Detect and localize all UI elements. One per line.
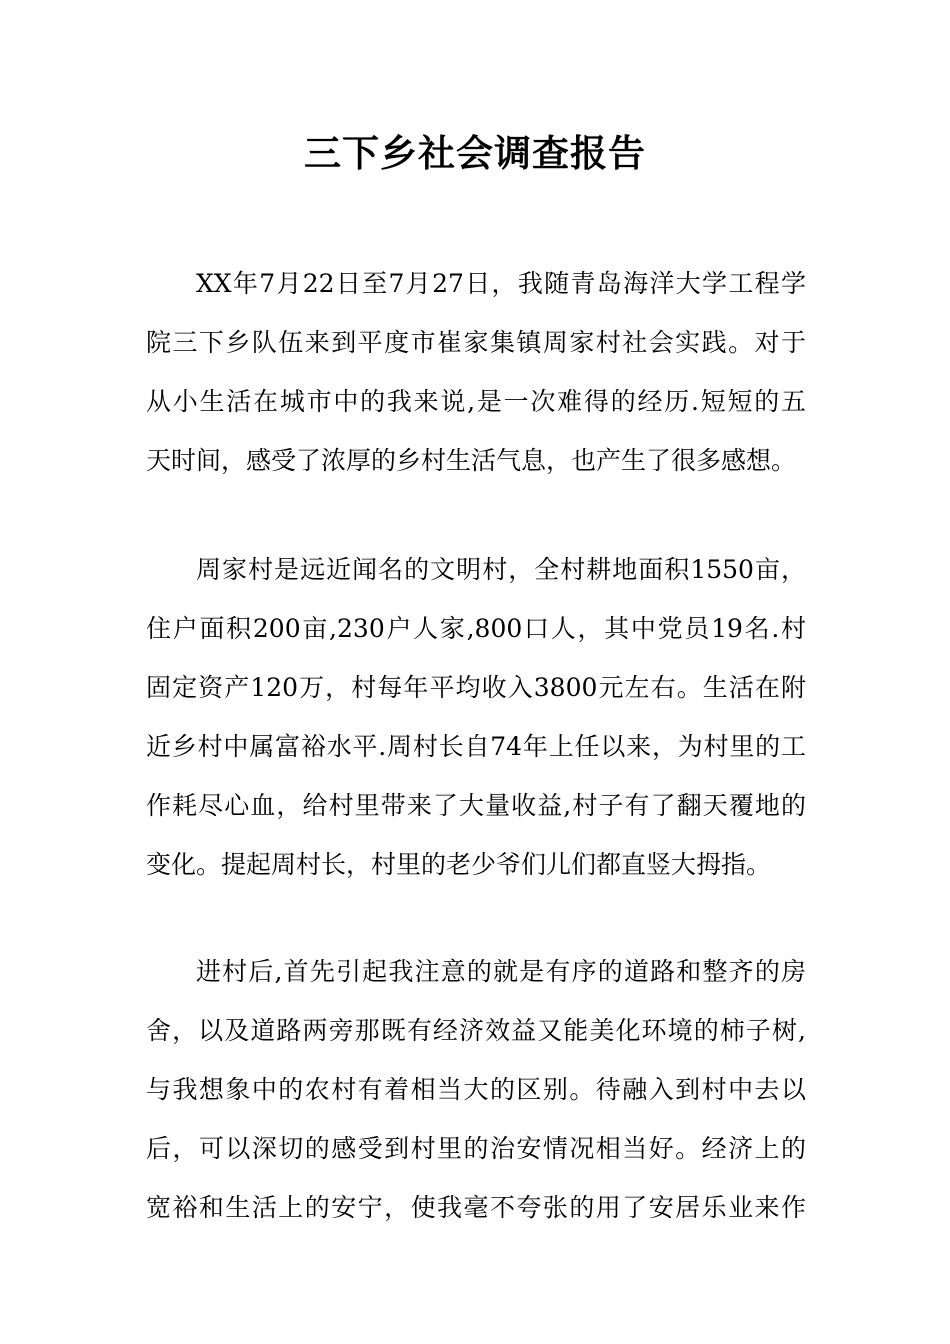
paragraph-line: 进村后,首先引起我注意的就是有序的道路和整齐的房 (196, 957, 806, 986)
paragraph-line: 天时间，感受了浓厚的乡村生活气息，也产生了很多感想。 (146, 446, 797, 475)
paragraph-2 (146, 540, 806, 894)
paragraph-line: 从小生活在城市中的我来说,是一次难得的经历.短短的五 (146, 387, 806, 416)
paragraph-line: 固定资产120万，村每年平均收入3800元左右。生活在附 (146, 673, 806, 702)
paragraph-line: 后，可以深切的感受到村里的治安情况相当好。经济上的 (146, 1134, 806, 1163)
paragraph-line: 变化。提起周村长，村里的老少爷们儿们都直竖大拇指。 (146, 850, 772, 879)
paragraph-3 (146, 942, 806, 1237)
paragraph-1 (146, 254, 806, 490)
paragraph-line: 住户面积200亩,230户人家,800口人，其中党员19名.村 (146, 614, 806, 643)
paragraph-line: 与我想象中的农村有着相当大的区别。待融入到村中去以 (146, 1075, 806, 1104)
paragraph-line: 宽裕和生活上的安宁，使我毫不夸张的用了安居乐业来作 (146, 1193, 806, 1222)
paragraph-line: 周家村是远近闻名的文明村，全村耕地面积1550亩， (196, 555, 806, 584)
document-title: 三下乡社会调查报告 (304, 131, 646, 175)
paragraph-line: 院三下乡队伍来到平度市崔家集镇周家村社会实践。对于 (146, 328, 806, 357)
paragraph-line: 近乡村中属富裕水平.周村长自74年上任以来，为村里的工 (146, 732, 806, 761)
paragraph-line: XX年7月22日至7月27日，我随青岛海洋大学工程学 (196, 269, 806, 298)
paragraph-line: 作耗尽心血，给村里带来了大量收益,村子有了翻天覆地的 (146, 791, 806, 820)
paragraph-line: 舍，以及道路两旁那既有经济效益又能美化环境的柿子树, (146, 1016, 806, 1045)
